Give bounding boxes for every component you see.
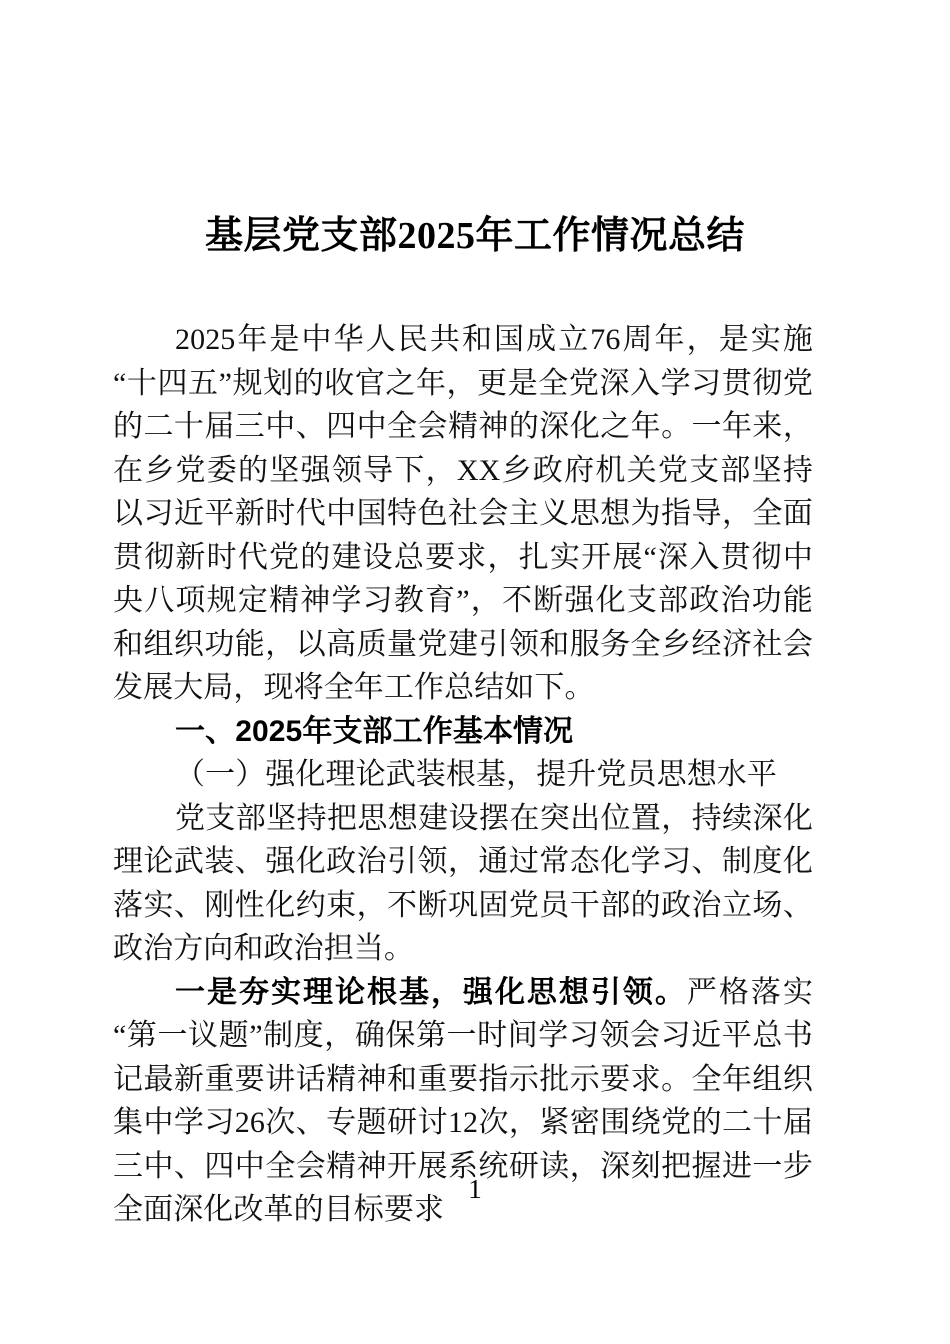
heading-level1-section-one: 一、2025年支部工作基本情况 [175,714,574,748]
page-number: 1 [468,1174,482,1204]
paragraph-3-body: 严格落实“第一议题”制度，确保第一时间学习领会习近平总书记最新重要讲话精神和重要指示批示要求。全年组织集中学习26次、专题研讨12次，紧密围绕党的二十届三中、四中全会精神开展系统研读，深刻把握进一步全面深化改革的目标要求 [113,975,813,1226]
page-title: 基层党支部2025年工作情况总结 [204,215,745,258]
paragraph-3-bold-lead: 一是夯实理论根基，强化思想引领。 [175,975,687,1009]
body-paragraph-2: 党支部坚持把思想建设摆在突出位置，持续深化理论武装、强化政治引领，通过常态化学习、制度化落实、刚性化约束，不断巩固党员干部的政治立场、政治方向和政治担当。 [113,801,813,965]
document-body [113,318,813,1232]
heading-level2-subsection-one: （一）强化理论武装根基，提升党员思想水平 [175,758,777,791]
opening-paragraph: 2025年是中华人民共和国成立76周年，是实施“十四五”规划的收官之年，更是全党深入学习贯彻党的二十届三中、四中全会精神的深化之年。一年来，在乡党委的坚强领导下，XX乡政府机关党支部坚持以习近平新时代中国特色社会主义思想为指导，全面贯彻新时代党的建设总要求，扎实开展“深入贯彻中央八项规定精神学习教育”，不断强化支部政治功能和组织功能，以高质量党建引领和服务全乡经济社会发展大局，现将全年工作总结如下。 [113,323,813,704]
